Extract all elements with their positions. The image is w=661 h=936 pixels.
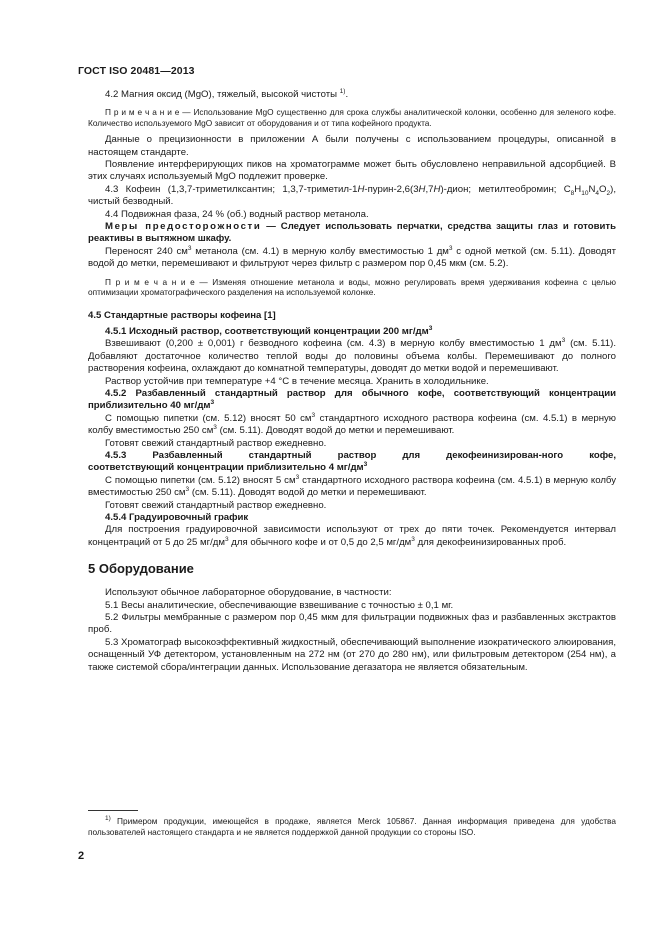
daily-prep-paragraph: Готовят свежий стандартный раствор ежедневно. xyxy=(105,437,327,449)
page-content xyxy=(88,89,616,674)
clause-5-3: 5.3 Хроматограф высокоэффективный жидкостный, обеспечивающий выполнение изократического элюирования, оснащенный УФ детектором, установленным на 272 нм (от 270 до 280 нм), или фильтровым детектором (254 нм), а также системой сбора/интеграции данных. Использование дегазатора не является обязательным. xyxy=(88,636,616,673)
dilution-regular-paragraph: С помощью пипетки (см. 5.12) вносят 50 $см^3$ стандартного исходного раствора кофеина (см. 4.5.1) в мерную колбу вместимостью 250 $см^3$ (см. 5.11). Доводят водой до метки и перемешивают. xyxy=(88,411,616,437)
heading-4-5-1: 4.5.1 Исходный раствор, соответствующий концентрации 200 $мг/дм^3$ xyxy=(105,324,433,337)
equipment-intro: Используют обычное лабораторное оборудование, в частности: xyxy=(105,587,392,599)
heading-4-5-4: 4.5.4 Градуировочный график xyxy=(105,512,249,523)
note-methanol-ratio: П р и м е ч а н и е — Изменяя отношение метанола и воды, можно регулировать время удерживания кофеина с целью оптимизации хроматографического разделения на используемой колонке. xyxy=(88,276,617,298)
note-label: П р и м е ч а н и е xyxy=(105,276,195,287)
heading-4-5: 4.5 Стандартные растворы кофеина [1] xyxy=(88,309,276,321)
footnote-mark: 1) xyxy=(105,815,111,823)
document-header: ГОСТ ISO 20481—2013 xyxy=(78,65,195,77)
footnote-ref: 1) xyxy=(339,87,346,95)
calibration-paragraph: Для построения градуировочной зависимости используют от трех до пяти точек. Рекомендуется интервал концентраций от 5 до 25 $мг/дм^3$ для обычного кофе и от 0,5 до 2,5 $мг/дм^3$ для декофеинизированных проб. xyxy=(88,524,616,548)
note-label: П р и м е ч а н и е xyxy=(105,107,180,118)
heading-4-5-3-cont: соответствующий концентрации приблизительно 4 $мг/дм^3$ xyxy=(88,461,368,474)
page-number: 2 xyxy=(78,850,85,862)
clause-5-1: 5.1 Весы аналитические, обеспечивающие взвешивание с точностью ± 0,1 мг. xyxy=(105,599,454,611)
daily-prep-paragraph-2: Готовят свежий стандартный раствор ежедневно. xyxy=(105,499,327,511)
clause-4-4: 4.4 Подвижная фаза, 24 % (об.) водный раствор метанола. xyxy=(105,208,369,220)
precision-paragraph: Данные о прецизионности в приложении А были получены с использованием процедуры, описанной в настоящем стандарте. xyxy=(88,134,616,158)
clause-4-3: 4.3 Кофеин (1,3,7-триметилксантин; 1,3,7-триметил-1H-пурин-2,6(3H,7H)-дион; метилтеобромин; $C_8H_{10}N_4O_2$), чистый безводный. xyxy=(88,183,616,208)
stock-solution-paragraph: Взвешивают (0,200 ± 0,001) г безводного кофеина (см. 4.3) в мерную колбу вместимостью 1 $дм^3$ (см. 5.11). Добавляют достаточное количество теплой воды до половины объема колбы. Перемешивают до полного растворения кофеина, охлаждают до комнатной температуры, доводят до метки водой и перемешивают. xyxy=(88,337,616,375)
note-mgo: П р и м е ч а н и е — Использование MgO существенно для срока службы аналитической колонки, особенно для зеленого кофе. Количество используемого MgO зависит от оборудования и от типа кофейного продукта. xyxy=(88,107,616,128)
methanol-transfer-paragraph: Переносят 240 $см^3$ метанола (см. 4.1) в мерную колбу вместимостью 1 $дм^3$ с одной меткой (см. 5.11). Доводят водой до метки, перемешивают и фильтруют через фильтр с размером пор 0,45 мкм (см. 5.2). xyxy=(88,244,616,270)
heading-section-5: 5 Оборудование xyxy=(88,561,194,577)
footnote-divider xyxy=(88,810,138,811)
caution-label: Меры предосторожности xyxy=(105,221,262,233)
clause-4-2: 4.2 Магния оксид (MgO), тяжелый, высокой чистоты $^{1)}$. xyxy=(105,87,349,100)
heading-4-5-3: 4.5.3 Разбавленный стандартный раствор для декофеинизирован-ного кофе, xyxy=(105,449,616,461)
footnote: $^{1)}$ Примером продукции, имеющейся в продаже, является Merck 105867. Данная информация приведена для удобства пользователей настоящего стандарта и не является поддержкой данной продукции со стороны ISO. xyxy=(88,815,616,837)
heading-4-5-2: 4.5.2 Разбавленный стандартный раствор для обычного кофе, соответствующий концентрации приблизительно 40 $мг/дм^3$ xyxy=(88,387,616,412)
storage-paragraph: Раствор устойчив при температуре +4 °С в течение месяца. Хранить в холодильнике. xyxy=(105,375,489,387)
clause-5-2: 5.2 Фильтры мембранные с размером пор 0,45 мкм для фильтрации подвижных фаз и разбавленных экстрактов проб. xyxy=(88,612,616,636)
caution-paragraph: Меры предосторожности — Следует использовать перчатки, средства защиты глаз и готовить реактивы в вытяжном шкафу. xyxy=(88,221,616,245)
interfering-peaks-paragraph: Появление интерферирующих пиков на хроматограмме может быть обусловлено неправильной адсорбцией. В этих случаях используемый MgO подлежит проверке. xyxy=(88,159,616,183)
dilution-decaf-paragraph: С помощью пипетки (см. 5.12) вносят 5 $см^3$ стандартного исходного раствора кофеина (см. 4.5.1) в мерную колбу вместимостью 250 $см^3$ (см. 5.11). Доводят водой до метки и перемешивают. xyxy=(88,473,616,499)
